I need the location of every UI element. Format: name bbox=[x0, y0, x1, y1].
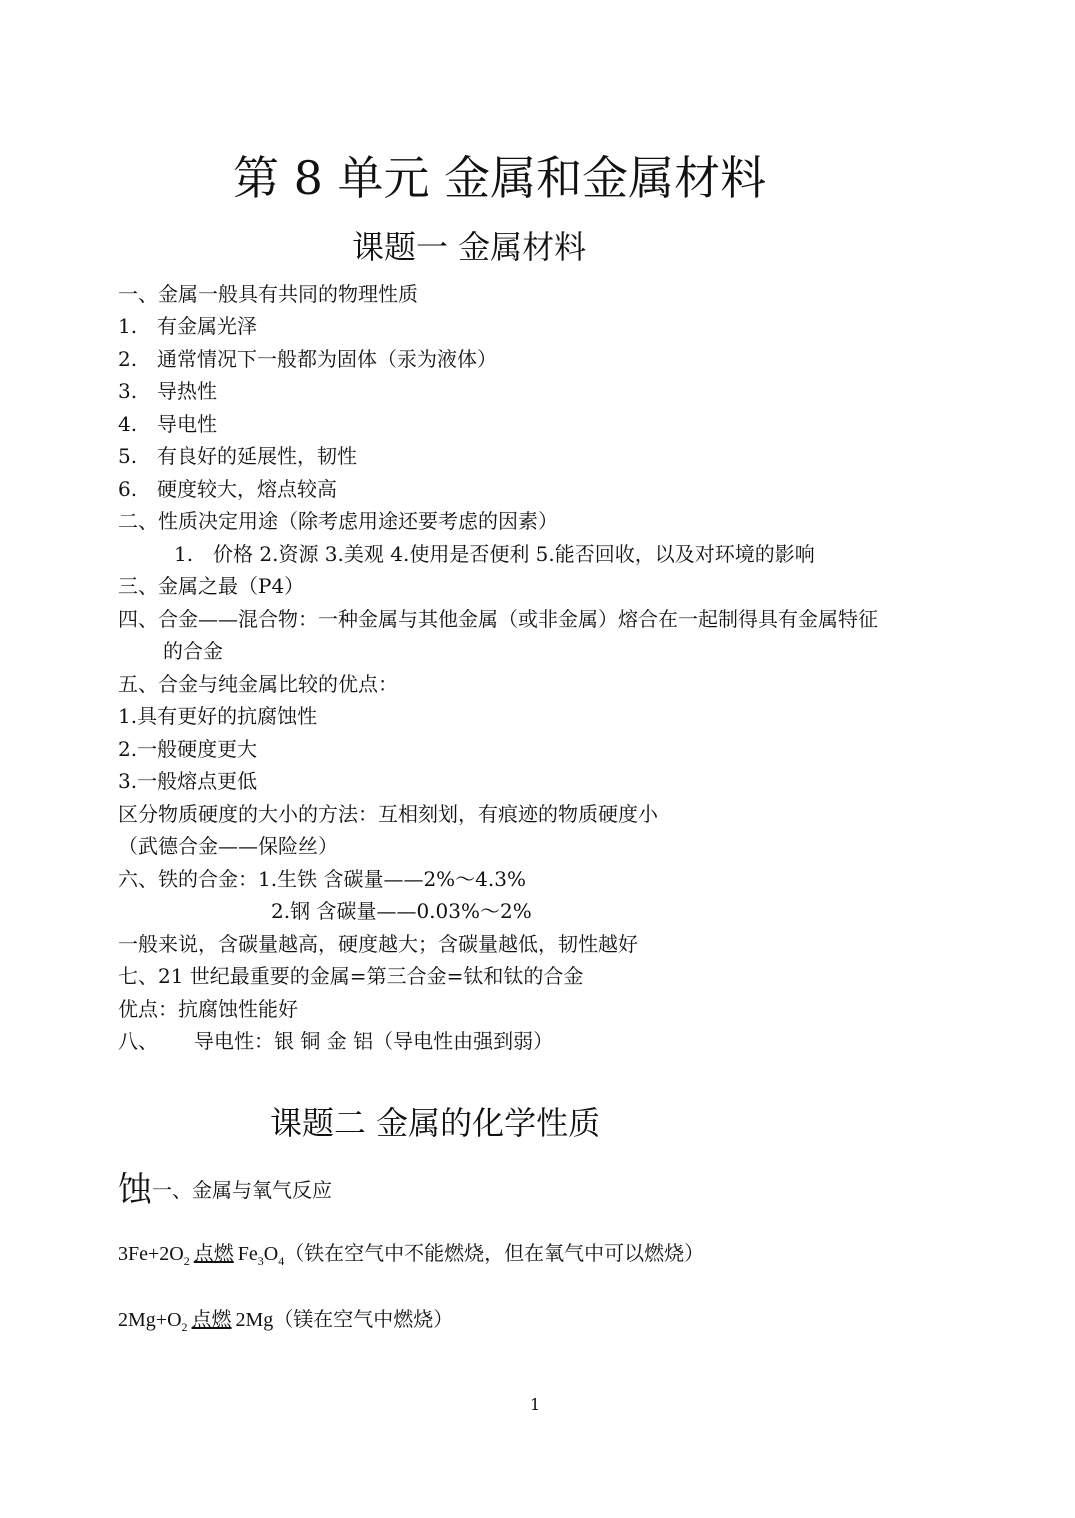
eq2-note: （镁在空气中燃烧） bbox=[273, 1309, 454, 1331]
list-item bbox=[118, 442, 357, 470]
item-text: 导热性 bbox=[157, 379, 217, 403]
list-item bbox=[118, 345, 497, 373]
eq1-lhs: 3Fe+2O bbox=[118, 1243, 184, 1265]
item-number: 1. bbox=[118, 314, 138, 338]
item-number: 2. bbox=[118, 347, 138, 371]
sec7-line1: 七、21 世纪最重要的金属=第三合金=钛和钛的合金 bbox=[118, 964, 584, 988]
sec6-note: 一般来说，含碳量越高，硬度越大；含碳量越低，韧性越好 bbox=[118, 932, 638, 956]
list-item bbox=[118, 410, 217, 438]
item-text: 导电性 bbox=[157, 412, 217, 436]
stray-char: 蚀 bbox=[118, 1170, 152, 1210]
item-number: 1. bbox=[174, 542, 194, 566]
item-number: 5. bbox=[118, 444, 138, 468]
list-item: 1.具有更好的抗腐蚀性 bbox=[118, 704, 318, 728]
equation-fe bbox=[118, 1240, 704, 1268]
sec1-heading: 一、金属一般具有共同的物理性质 bbox=[118, 282, 418, 306]
item-text: 硬度较大，熔点较高 bbox=[157, 477, 337, 501]
eq1-note: （铁在空气中不能燃烧，但在氧气中可以燃烧） bbox=[284, 1243, 705, 1265]
eq1-product-o: O bbox=[263, 1243, 279, 1265]
sec5-note1: 区分物质硬度的大小的方法：互相刻划，有痕迹的物质硬度小 bbox=[118, 802, 658, 826]
list-item bbox=[118, 312, 257, 340]
eq1-product-sub2: 4 bbox=[278, 1254, 285, 1268]
eq2-product: 2Mg bbox=[235, 1309, 274, 1331]
list-item bbox=[118, 377, 217, 405]
topic2-sec1 bbox=[118, 1170, 332, 1210]
sec7-line2: 优点：抗腐蚀性能好 bbox=[118, 997, 298, 1021]
list-item: 3.一般熔点更低 bbox=[118, 769, 258, 793]
sec3-heading: 三、金属之最（P4） bbox=[118, 574, 305, 598]
sec6-line2: 2.钢 含碳量——0.03%～2% bbox=[271, 899, 532, 923]
item-text: 价格 2.资源 3.美观 4.使用是否便利 5.能否回收，以及对环境的影响 bbox=[213, 542, 815, 566]
item-number: 6. bbox=[118, 477, 138, 501]
list-item: 2.一般硬度更大 bbox=[118, 737, 258, 761]
list-item bbox=[118, 475, 337, 503]
eq2-lhs-sub: 2 bbox=[181, 1320, 188, 1334]
sec5-heading: 五、合金与纯金属比较的优点： bbox=[118, 672, 398, 696]
item-text: 有良好的延展性，韧性 bbox=[157, 444, 357, 468]
sec5-note2: （武德合金——保险丝） bbox=[118, 834, 338, 858]
topic2-heading: 课题二 金属的化学性质 bbox=[270, 1104, 601, 1142]
page-title: 第 8 单元 金属和金属材料 bbox=[233, 151, 767, 205]
item-text: 通常情况下一般都为固体（汞为液体） bbox=[157, 347, 497, 371]
sec4-line1: 四、合金——混合物：一种金属与其他金属（或非金属）熔合在一起制得具有金属特征 bbox=[118, 607, 878, 631]
topic1-heading: 课题一 金属材料 bbox=[352, 228, 587, 266]
sec8-label: 八、 bbox=[118, 1029, 158, 1053]
sec8-text: 导电性：银 铜 金 铝（导电性由强到弱） bbox=[194, 1029, 554, 1053]
item-number: 3. bbox=[118, 379, 138, 403]
page-number: 1 bbox=[530, 1395, 541, 1414]
sec6-line1: 六、铁的合金：1.生铁 含碳量——2%～4.3% bbox=[118, 867, 526, 891]
eq1-lhs-sub: 2 bbox=[183, 1254, 190, 1268]
eq1-condition: 点燃 bbox=[193, 1243, 234, 1265]
sec4-line2: 的合金 bbox=[163, 639, 223, 663]
item-text: 有金属光泽 bbox=[157, 314, 257, 338]
equation-mg bbox=[118, 1306, 453, 1334]
eq2-condition: 点燃 bbox=[191, 1309, 232, 1331]
sec2-heading: 二、性质决定用途（除考虑用途还要考虑的因素） bbox=[118, 509, 558, 533]
list-item bbox=[174, 540, 815, 568]
sec8-line bbox=[118, 1027, 553, 1055]
eq1-product-sub1: 3 bbox=[257, 1254, 264, 1268]
item-number: 4. bbox=[118, 412, 138, 436]
topic2-sec1-heading: 一、金属与氧气反应 bbox=[152, 1178, 332, 1202]
eq1-product-fe: Fe bbox=[237, 1243, 258, 1265]
eq2-lhs: 2Mg+O bbox=[118, 1309, 182, 1331]
